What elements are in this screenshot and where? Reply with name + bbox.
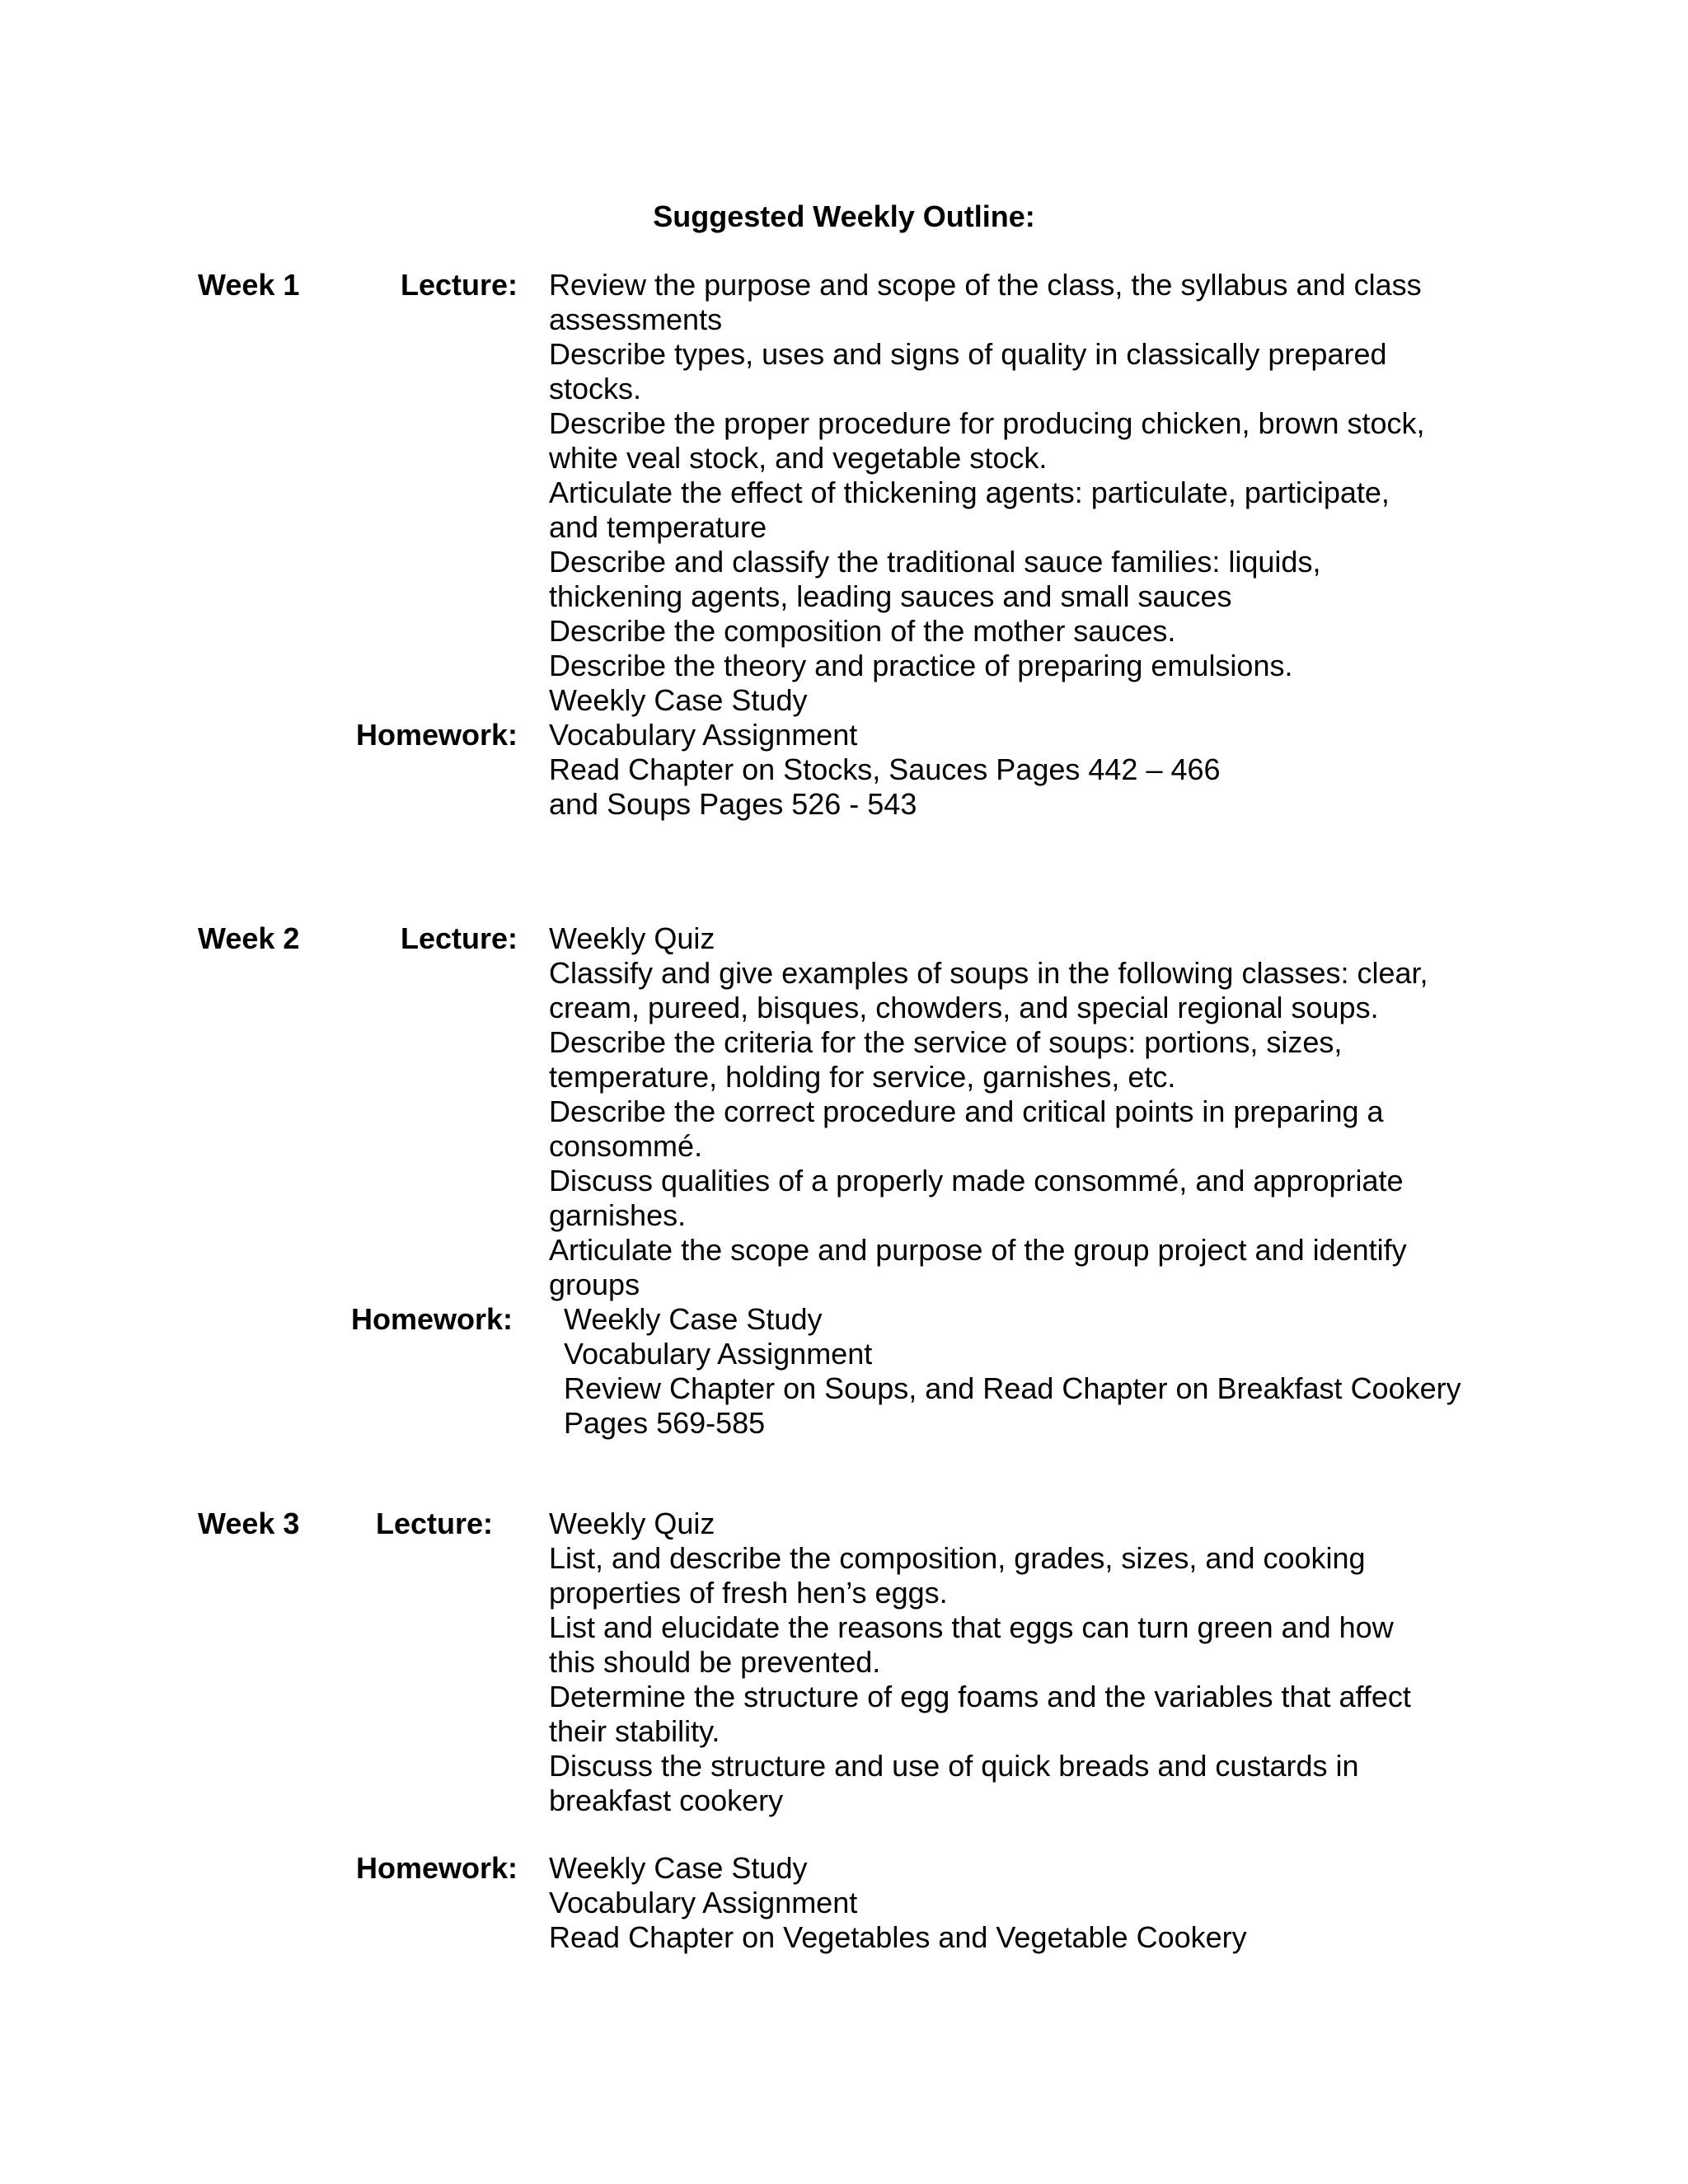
outline-line: Read Chapter on Vegetables and Vegetable Cookery	[549, 1920, 1247, 1954]
outline-line: Describe the criteria for the service of soups: portions, sizes,	[549, 1025, 1343, 1059]
week-3-homework-label: Homework:	[355, 1851, 518, 1885]
week-1-homework-content	[549, 718, 1221, 822]
outline-line: Describe the correct procedure and critical points in preparing a	[549, 1094, 1384, 1128]
page-title: Suggested Weekly Outline:	[653, 199, 1035, 233]
outline-line: Pages 569-585	[564, 1406, 766, 1440]
outline-line: garnishes.	[549, 1198, 687, 1232]
outline-line: Articulate the effect of thickening agents: particulate, participate,	[549, 476, 1390, 509]
outline-line: Weekly Case Study	[549, 683, 808, 717]
outline-line: Describe types, uses and signs of quality in classically prepared	[549, 337, 1387, 371]
week-2-homework-label: Homework:	[350, 1302, 513, 1336]
outline-line: assessments	[549, 302, 723, 336]
outline-line: Weekly Case Study	[564, 1302, 823, 1336]
week-3-label: Week 3	[198, 1507, 300, 1540]
outline-line: Articulate the scope and purpose of the group project and identify	[549, 1233, 1407, 1267]
outline-line: stocks.	[549, 372, 642, 405]
outline-line: breakfast cookery	[549, 1783, 784, 1817]
outline-line: List and elucidate the reasons that eggs can turn green and how	[549, 1610, 1394, 1644]
outline-line: Read Chapter on Stocks, Sauces Pages 442 – 466	[549, 752, 1221, 786]
week-1-lecture-label: Lecture:	[400, 268, 518, 302]
outline-line: and temperature	[549, 510, 767, 544]
outline-line: Review the purpose and scope of the class, the syllabus and class	[549, 268, 1422, 302]
outline-line: groups	[549, 1268, 640, 1301]
outline-line: properties of fresh hen’s eggs.	[549, 1576, 948, 1610]
outline-line: Weekly Case Study	[549, 1851, 808, 1885]
outline-line: Describe and classify the traditional sauce families: liquids,	[549, 545, 1321, 579]
outline-line: Vocabulary Assignment	[549, 718, 858, 752]
outline-line: Vocabulary Assignment	[549, 1886, 858, 1919]
outline-line: their stability.	[549, 1714, 720, 1748]
outline-line: consommé.	[549, 1129, 703, 1163]
outline-line: Determine the structure of egg foams and the variables that affect	[549, 1680, 1411, 1713]
outline-line: Review Chapter on Soups, and Read Chapter on Breakfast Cookery	[564, 1371, 1461, 1405]
outline-line: white veal stock, and vegetable stock.	[549, 441, 1048, 475]
outline-line: Describe the proper procedure for producing chicken, brown stock,	[549, 406, 1425, 440]
week-2-lecture-label: Lecture:	[400, 921, 518, 955]
outline-line: List, and describe the composition, grades, sizes, and cooking	[549, 1541, 1366, 1575]
outline-line: and Soups Pages 526 - 543	[549, 787, 917, 821]
outline-line: Weekly Quiz	[549, 1507, 715, 1540]
week-2-lecture-content	[549, 921, 1428, 1302]
week-1-lecture-content	[549, 268, 1425, 718]
week-3-homework-content	[549, 1851, 1247, 1955]
outline-line: Weekly Quiz	[549, 921, 715, 955]
outline-line: Discuss qualities of a properly made consommé, and appropriate	[549, 1164, 1404, 1197]
week-2-homework-content	[564, 1302, 1461, 1441]
outline-line: cream, pureed, bisques, chowders, and special regional soups.	[549, 991, 1379, 1024]
outline-line: Vocabulary Assignment	[564, 1337, 873, 1371]
outline-line: this should be prevented.	[549, 1645, 881, 1679]
outline-line: temperature, holding for service, garnishes, etc.	[549, 1060, 1176, 1094]
outline-line: Discuss the structure and use of quick breads and custards in	[549, 1749, 1359, 1783]
outline-line: Describe the composition of the mother sauces.	[549, 614, 1176, 648]
outline-line: Describe the theory and practice of preparing emulsions.	[549, 649, 1293, 682]
week-3-lecture-content	[549, 1507, 1411, 1818]
week-2-label: Week 2	[198, 921, 300, 955]
outline-line: thickening agents, leading sauces and small sauces	[549, 579, 1232, 613]
outline-line: Classify and give examples of soups in the following classes: clear,	[549, 956, 1428, 990]
week-1-label: Week 1	[198, 268, 300, 302]
week-1-homework-label: Homework:	[355, 718, 518, 752]
week-3-lecture-label: Lecture:	[375, 1507, 493, 1540]
